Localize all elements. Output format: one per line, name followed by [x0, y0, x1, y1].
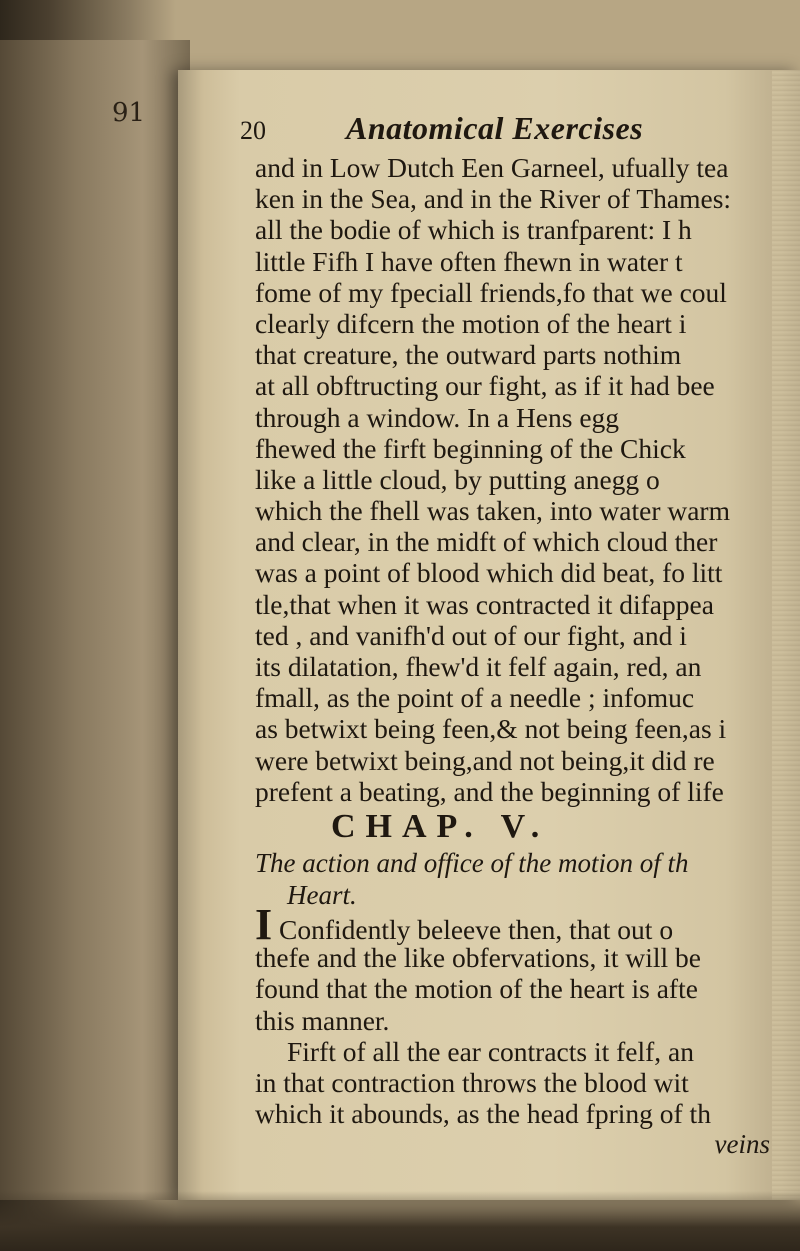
text-block: [255, 152, 800, 1160]
catchword: veins: [714, 1129, 770, 1160]
body-line: all the bodie of which is tranfparent: I h: [255, 214, 692, 246]
body-line: at all obftructing our fight, as if it had bee: [255, 370, 715, 402]
body-line: and clear, in the midft of which cloud ther: [255, 526, 718, 558]
chapter-first-line: [255, 899, 800, 949]
body-line: found that the motion of the heart is afte: [255, 973, 698, 1005]
body-line: were betwixt being,and not being,it did re: [255, 744, 715, 776]
body-line: as betwixt being feen,& not being feen,as i: [255, 713, 727, 745]
chapter-heading: CHAP. V.: [331, 807, 550, 845]
body-line-text: Confidently beleeve then, that out o: [279, 913, 674, 945]
running-head: Anatomical Exercises: [346, 110, 644, 146]
facing-page-folio: 91: [112, 98, 146, 128]
body-line: which the fhell was taken, into water warm: [255, 495, 730, 527]
initial-capital: I: [255, 899, 273, 949]
chapter-title-line: Heart.: [287, 879, 357, 910]
body-line: tle,that when it was contracted it difappea: [255, 588, 714, 620]
body-line: that creature, the outward parts nothim: [255, 339, 682, 371]
body-line: prefent a beating, and the beginning of life: [255, 775, 724, 807]
body-line: clearly difcern the motion of the heart i: [255, 307, 687, 339]
body-line: was a point of blood which did beat, fo litt: [255, 557, 723, 589]
body-line: this manner.: [255, 1004, 390, 1036]
body-line: fome of my fpeciall friends,fo that we coul: [255, 276, 727, 308]
bottom-shadow: [0, 1191, 800, 1251]
body-line: through a window. In a Hens egg: [255, 401, 620, 433]
body-line: its dilatation, fhew'd it felf again, red, an: [255, 651, 702, 682]
page-number: 20: [240, 116, 266, 145]
body-line: fmall, as the point of a needle ; infomuc: [255, 682, 695, 714]
facing-page: [0, 40, 190, 1200]
body-line: little Fifh I have often fhewn in water t: [255, 245, 683, 277]
body-line: thefe and the like obfervations, it will be: [255, 942, 701, 974]
body-line: fhewed the firft beginning of the Chick: [255, 432, 686, 464]
body-line: Firft of all the ear contracts it felf, an: [287, 1035, 694, 1067]
body-line: ken in the Sea, and in the River of Thames:: [255, 183, 732, 215]
body-line: and in Low Dutch Een Garneel, ufually tea: [255, 152, 729, 183]
body-line: in that contraction throws the blood wit: [255, 1066, 689, 1098]
body-line: like a little cloud, by putting anegg o: [255, 463, 660, 495]
body-line: ted , and vanifh'd out of our fight, and i: [255, 619, 687, 651]
chapter-title-line: The action and office of the motion of th: [255, 847, 689, 878]
body-line: which it abounds, as the head fpring of th: [255, 1098, 711, 1130]
